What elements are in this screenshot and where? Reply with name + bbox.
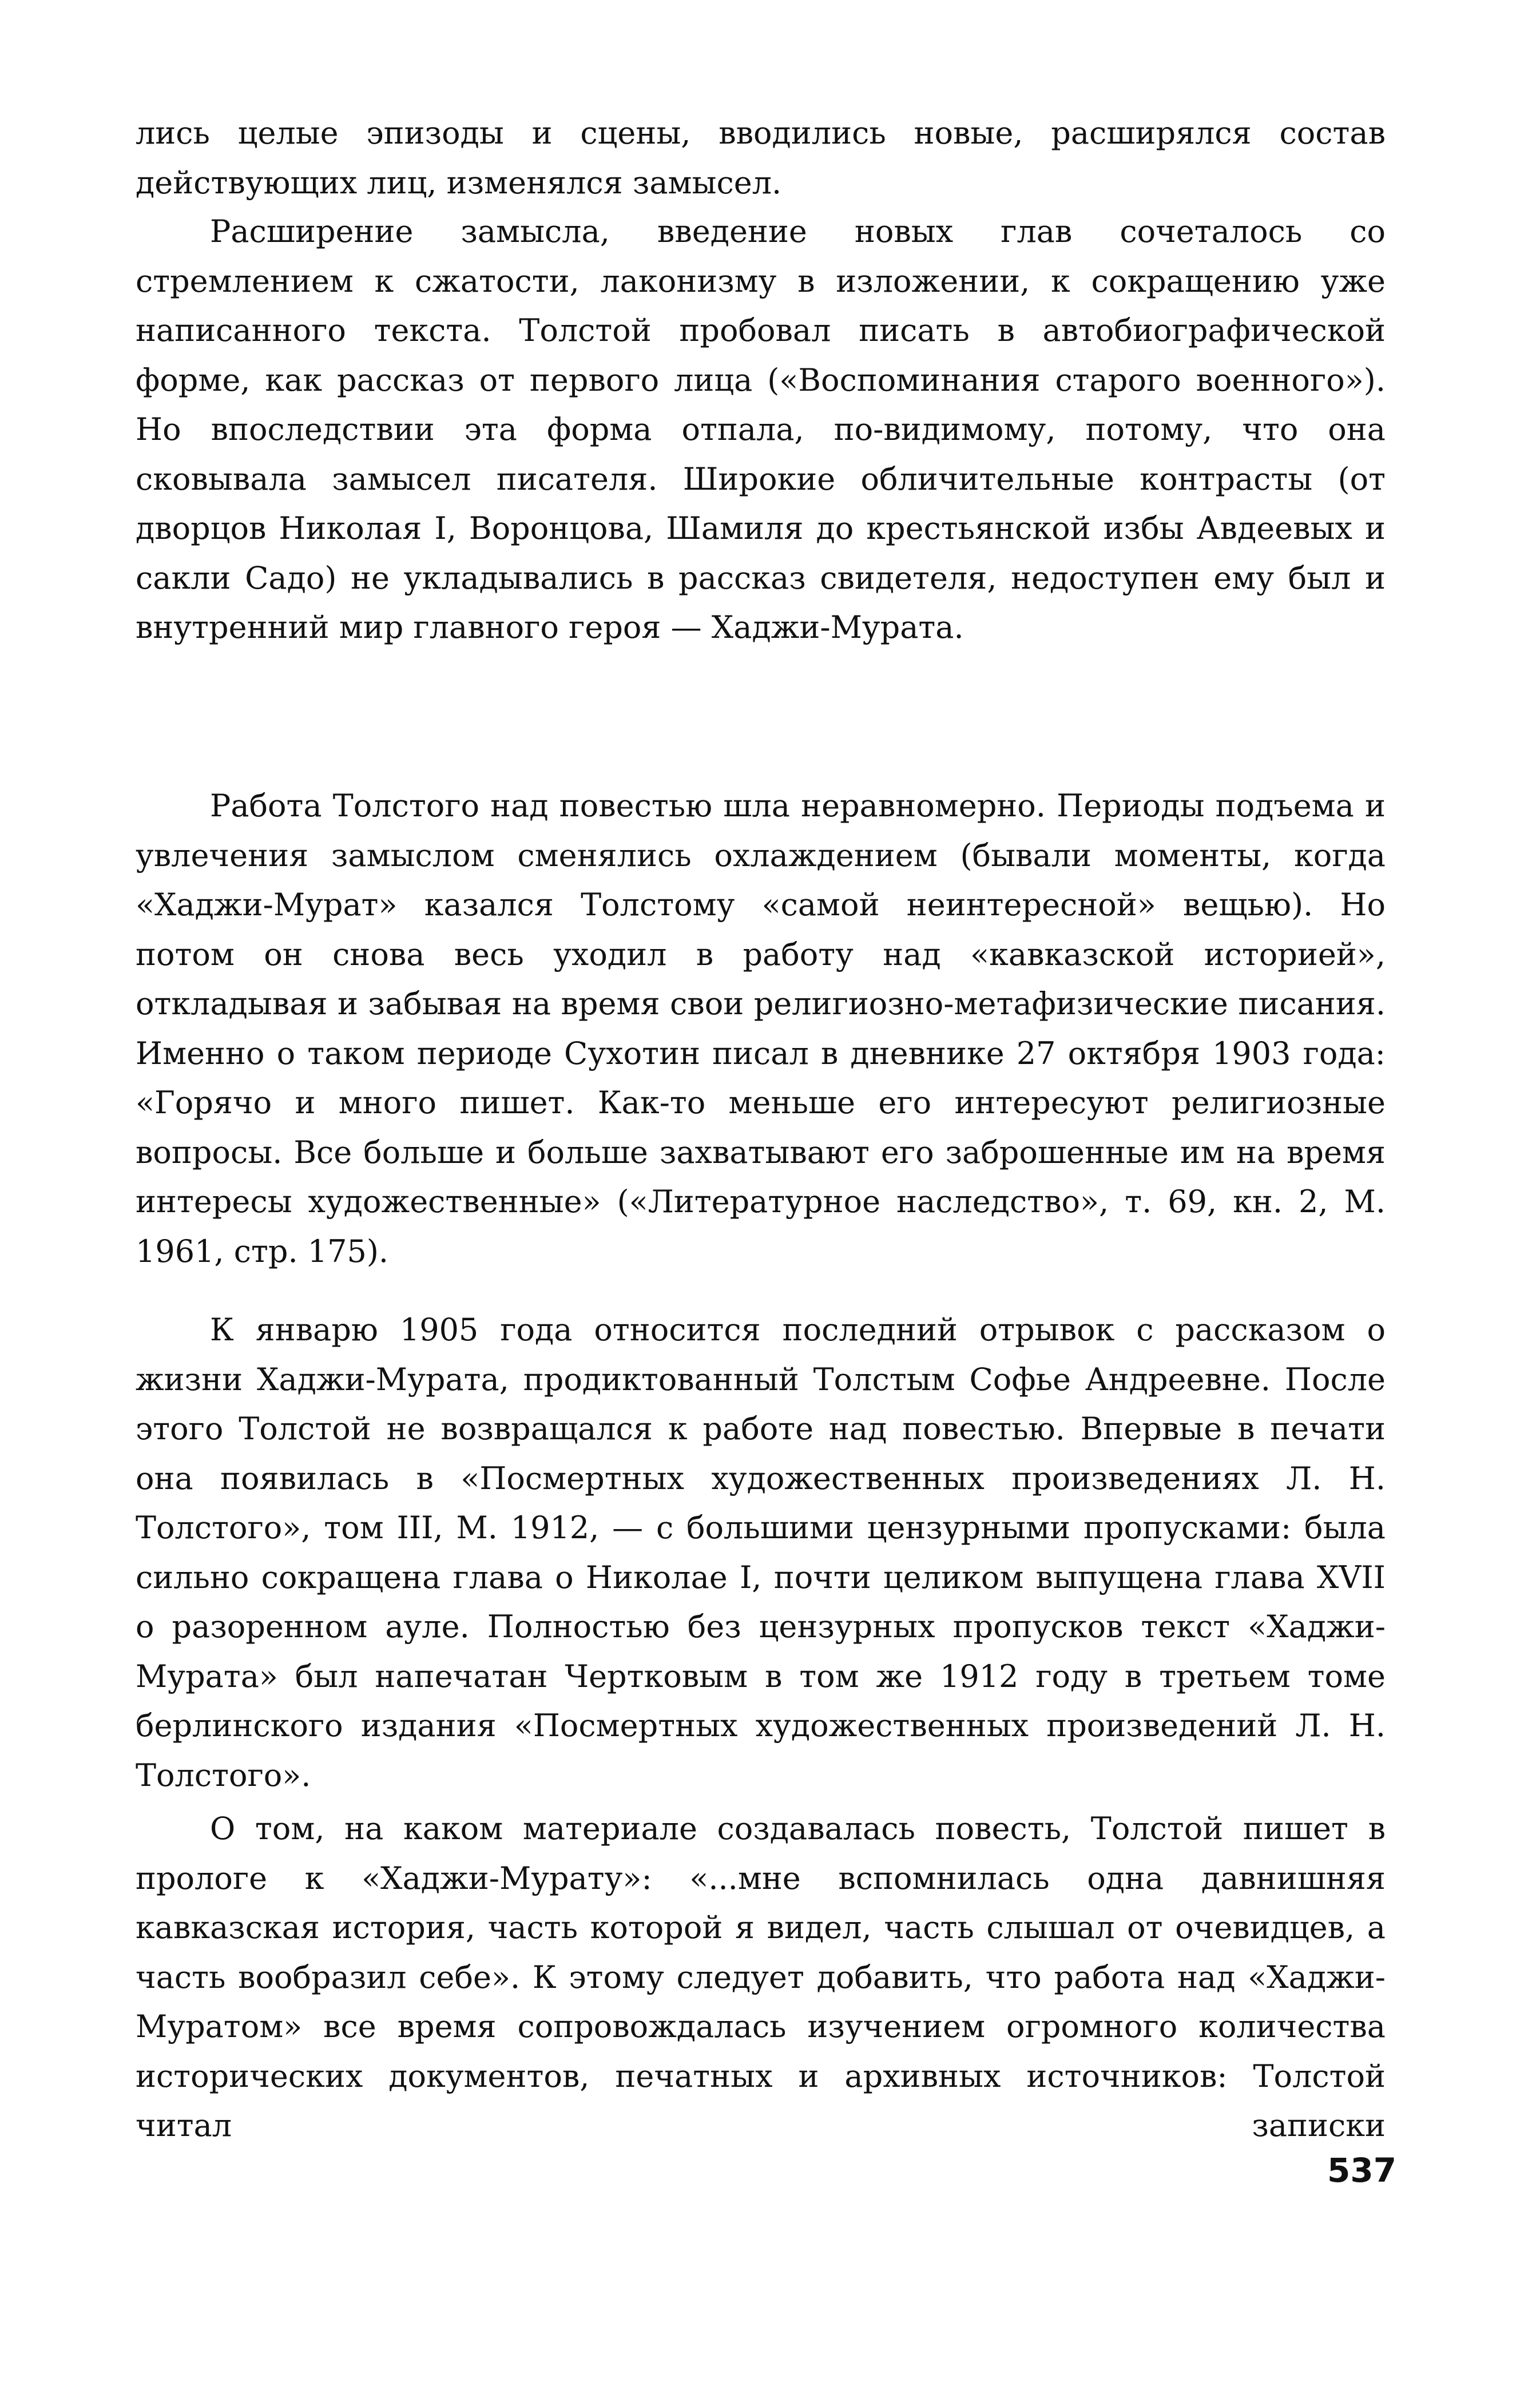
- paragraph-publication-history: К январю 1905 года относится последний отрывок с рассказом о жизни Хаджи-Мурата, продиктованный Толстым Софье Андреевне. После этого Толстой не возвращался к работе над повестью. Впервые в печати она появилась в «Посмертных художественных произведениях Л. Н. Толстого», том III, М. 1912, — с большими цензурными пропусками: была сильно сокращена глава о Николае I, почти целиком выпущена глава XVII о разоренном ауле. Полностью без цензурных пропусков текст «Хаджи-Мурата» был напечатан Чертковым в том же 1912 году в третьем томе берлинского издания «Посмертных художественных произведений Л. Н. Толстого».: [136, 1312, 1386, 1793]
- page-number: 537: [1327, 2151, 1397, 2190]
- paragraph-expansion-of-idea: Расширение замысла, введение новых глав сочеталось со стремлением к сжатости, лаконизму в изложении, к сокращению уже написанного текста. Толстой пробовал писать в автобиографической форме, как рассказ от первого лица («Воспоминания старого военного»). Но впоследствии эта форма отпала, по-видимому, потому, что она сковывала замысел писателя. Широкие обличительные контрасты (от дворцов Николая I, Воронцова, Шамиля до крестьянской избы Авдеевых и сакли Садо) не укладывались в рассказ свидетеля, недоступен ему был и внутренний мир главного героя — Хаджи-Мурата.: [136, 213, 1386, 645]
- paragraph-continuation: лись целые эпизоды и сцены, вводились новые, расширялся состав действующих лиц, изменялся замысел.: [136, 115, 1386, 201]
- paragraph-work-progress: Работа Толстого над повестью шла неравномерно. Периоды подъема и увлечения замыслом сменялись охлаждением (бывали моменты, когда «Хаджи-Мурат» казался Толстому «самой неинтересной» вещью). Но потом он снова весь уходил в работу над «кавказской историей», откладывая и забывая на время свои религиозно-метафизические писания. Именно о таком периоде Сухотин писал в дневнике 27 октября 1903 года: «Горячо и много пишет. Как-то меньше его интересуют религиозные вопросы. Все больше и больше захватывают его заброшенные им на время интересы художественные» («Литературное наследство», т. 69, кн. 2, М. 1961, стр. 175).: [136, 788, 1386, 1269]
- page-body: [136, 109, 1386, 2151]
- paragraph-source-material: О том, на каком материале создавалась повесть, Толстой пишет в прологе к «Хаджи-Мурату»: «...мне вспомнилась одна давнишняя кавказская история, часть которой я видел, часть слышал от очевидцев, а часть вообразил себе». К этому следует добавить, что работа над «Хаджи-Муратом» все время сопровождалась изучением огромного количества исторических документов, печатных и архивных источников: Толстой читал записки: [136, 1811, 1386, 2143]
